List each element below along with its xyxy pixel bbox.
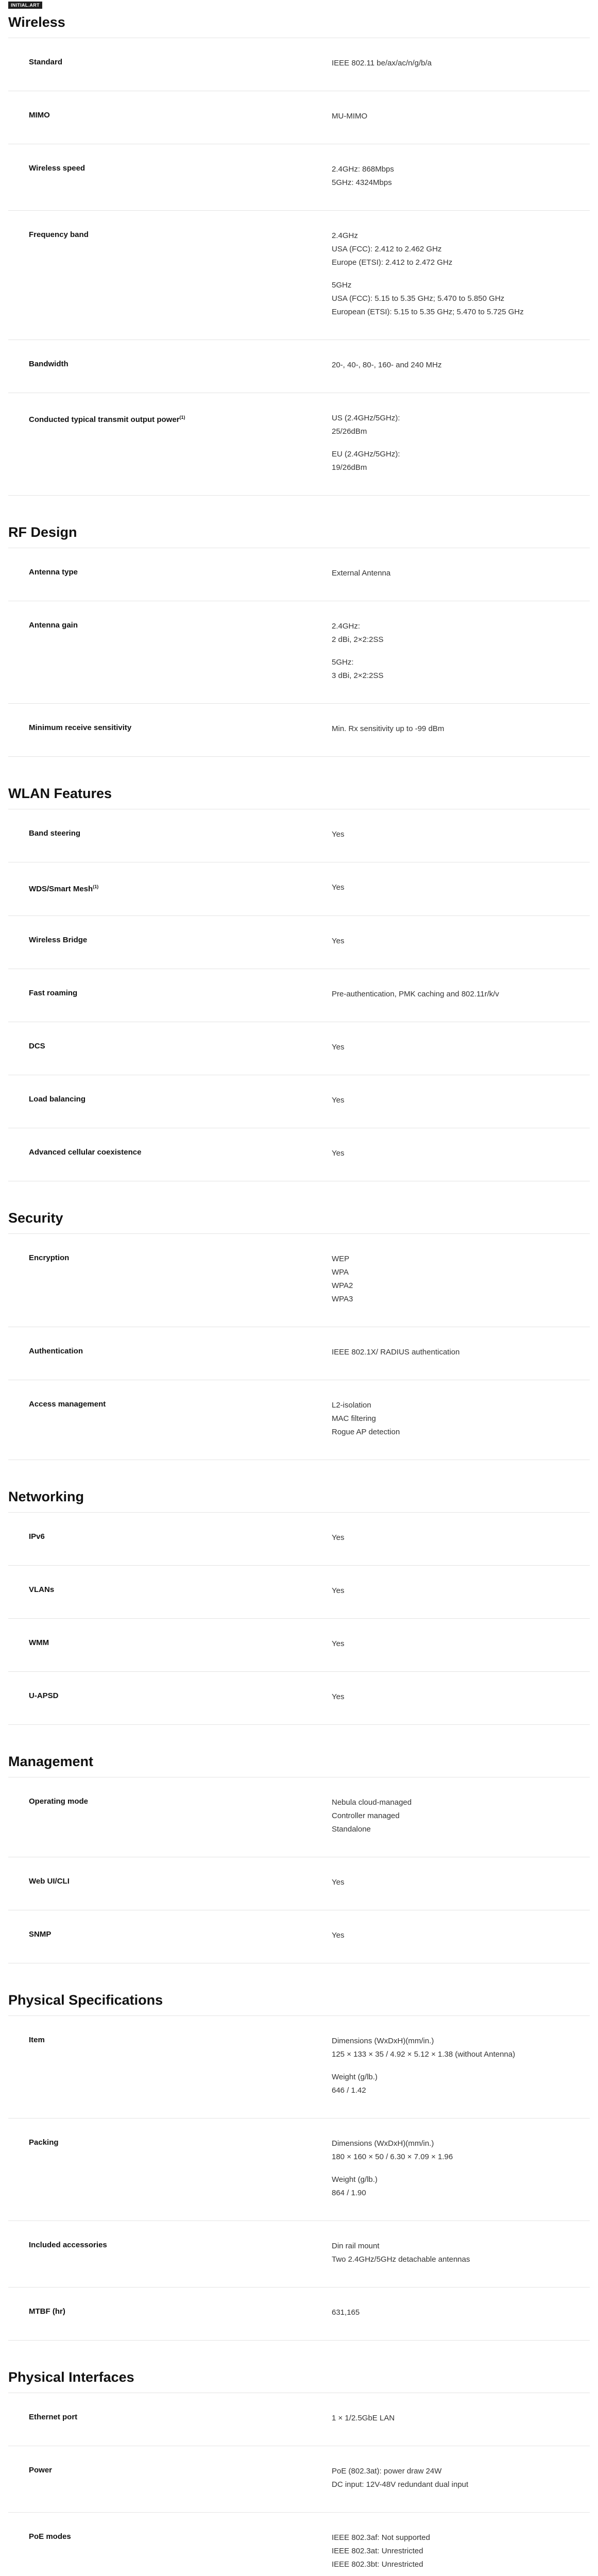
spec-label-text: MIMO: [29, 111, 50, 120]
section-title: Management: [8, 1754, 94, 1769]
spec-table: [8, 809, 590, 1181]
value-group: [332, 229, 590, 269]
section-title: Physical Specifications: [8, 1992, 163, 2008]
spec-value: IEEE 802.11 be/ax/ac/n/g/b/a: [332, 59, 432, 67]
spec-value: Rogue AP detection: [332, 1428, 400, 1436]
spec-values: [332, 2465, 590, 2492]
spec-label-text: Frequency band: [29, 230, 89, 239]
spec-value: Yes: [332, 1149, 345, 1158]
spec-value: 631,165: [332, 2308, 360, 2317]
spec-value: Controller managed: [332, 1811, 400, 1820]
spec-label: [8, 229, 332, 319]
spec-value: Yes: [332, 1533, 345, 1542]
spec-table: [8, 2393, 590, 2576]
spec-values: [332, 1147, 590, 1160]
spec-label: [8, 2035, 332, 2097]
spec-values: [332, 1690, 590, 1704]
spec-value: 25/26dBm: [332, 427, 367, 436]
spec-values: [332, 57, 590, 70]
spec-value: 2.4GHz:: [332, 622, 361, 631]
spec-table: [8, 1512, 590, 1725]
value-group: [332, 722, 590, 736]
spec-label: [8, 1399, 332, 1439]
spec-value: PoE (802.3at): power draw 24W: [332, 2467, 442, 2476]
spec-values: [332, 1876, 590, 1889]
spec-section: [0, 496, 598, 757]
spec-label-text: Wireless Bridge: [29, 936, 88, 944]
spec-row: [8, 548, 590, 601]
spec-values: [332, 1041, 590, 1054]
spec-values: [332, 2035, 590, 2097]
section-title: WLAN Features: [8, 786, 112, 801]
spec-values: [332, 881, 590, 895]
spec-label-text: WDS/Smart Mesh: [29, 885, 93, 893]
spec-row: [8, 2513, 590, 2576]
spec-label: [8, 57, 332, 70]
value-group: [332, 412, 590, 438]
value-group: [332, 567, 590, 580]
spec-values: [332, 567, 590, 580]
spec-label: [8, 412, 332, 474]
spec-row: [8, 38, 590, 91]
section-title: Wireless: [8, 14, 65, 30]
spec-label-text: Fast roaming: [29, 989, 78, 997]
spec-value: European (ETSI): 5.15 to 5.35 GHz; 5.470 to 5.725 GHz: [332, 308, 524, 316]
spec-label-text: Web UI/CLI: [29, 1877, 70, 1886]
spec-section: [0, 757, 598, 1181]
spec-row: [8, 1327, 590, 1380]
spec-label-text: VLANs: [29, 1585, 55, 1594]
spec-value: Weight (g/lb.): [332, 2073, 378, 2081]
spec-row: [8, 2016, 590, 2119]
spec-value: WPA3: [332, 1295, 353, 1303]
value-group: [332, 2240, 590, 2266]
spec-row: [8, 969, 590, 1022]
spec-value: 1 × 1/2.5GbE LAN: [332, 2414, 395, 2422]
spec-values: [332, 2412, 590, 2425]
spec-values: [332, 935, 590, 948]
spec-label: [8, 2465, 332, 2492]
spec-label: [8, 2137, 332, 2200]
spec-values: [332, 1796, 590, 1836]
spec-values: [332, 110, 590, 123]
spec-row: [8, 1380, 590, 1460]
spec-label-text: Packing: [29, 2138, 59, 2147]
spec-label: [8, 2531, 332, 2571]
spec-row: [8, 1566, 590, 1619]
value-group: [332, 1690, 590, 1704]
spec-section: [0, 1181, 598, 1460]
value-group: [332, 1399, 590, 1439]
spec-section: [0, 1460, 598, 1725]
spec-values: [332, 1094, 590, 1107]
spec-section: [0, 1963, 598, 2341]
value-group: [332, 988, 590, 1001]
spec-label-text: Standard: [29, 58, 63, 66]
spec-value: 5GHz: [332, 281, 352, 290]
spec-label-text: Access management: [29, 1400, 106, 1409]
spec-value: 2.4GHz: 868Mbps: [332, 165, 394, 174]
spec-value: Dimensions (WxDxH)(mm/in.): [332, 2139, 434, 2148]
spec-label-text: Included accessories: [29, 2241, 107, 2249]
spec-value: IEEE 802.3af: Not supported: [332, 2533, 430, 2542]
spec-value: 20-, 40-, 80-, 160- and 240 MHz: [332, 361, 442, 369]
spec-label-text: DCS: [29, 1042, 45, 1050]
spec-value: DC input: 12V-48V redundant dual input: [332, 2480, 469, 2489]
spec-row: [8, 1075, 590, 1128]
spec-label-text: Authentication: [29, 1347, 83, 1355]
spec-label-text: WMM: [29, 1638, 49, 1647]
value-group: [332, 1147, 590, 1160]
spec-table: [8, 38, 590, 496]
spec-values: [332, 1346, 590, 1359]
spec-value: Yes: [332, 1043, 345, 1052]
spec-row: [8, 1672, 590, 1725]
spec-row: [8, 601, 590, 704]
spec-label: [8, 1147, 332, 1160]
value-group: [332, 2531, 590, 2571]
spec-value: Yes: [332, 1878, 345, 1887]
spec-value: 5GHz: 4324Mbps: [332, 178, 392, 187]
spec-value: 180 × 160 × 50 / 6.30 × 7.09 × 1.96: [332, 2153, 453, 2161]
spec-value: Weight (g/lb.): [332, 2175, 378, 2184]
spec-label-text: Band steering: [29, 829, 81, 838]
spec-row: [8, 1128, 590, 1181]
spec-row: [8, 1022, 590, 1075]
spec-label-text: Load balancing: [29, 1095, 86, 1104]
spec-value: Nebula cloud-managed: [332, 1798, 412, 1807]
spec-values: [332, 620, 590, 683]
value-group: [332, 1584, 590, 1598]
spec-values: [332, 359, 590, 372]
spec-label-text: Encryption: [29, 1253, 70, 1262]
spec-label-text: PoE modes: [29, 2532, 71, 2541]
value-group: [332, 1252, 590, 1306]
spec-values: [332, 988, 590, 1001]
value-group: [332, 1346, 590, 1359]
section-title: RF Design: [8, 524, 77, 540]
spec-value: Yes: [332, 1639, 345, 1648]
footnote-marker: (1): [179, 415, 185, 420]
spec-value: 125 × 133 × 35 / 4.92 × 5.12 × 1.38 (without Antenna): [332, 2050, 516, 2059]
footnote-marker: (1): [93, 884, 99, 889]
spec-value: WPA: [332, 1268, 349, 1277]
value-group: [332, 2306, 590, 2319]
spec-label-text: Advanced cellular coexistence: [29, 1148, 142, 1157]
value-group: [332, 359, 590, 372]
spec-row: [8, 916, 590, 969]
spec-values: [332, 412, 590, 474]
spec-sections: [0, 9, 598, 2576]
value-group: [332, 1929, 590, 1942]
value-group: [332, 57, 590, 70]
spec-label: [8, 1690, 332, 1704]
spec-value: Yes: [332, 883, 345, 892]
spec-row: [8, 1857, 590, 1910]
spec-value: US (2.4GHz/5GHz):: [332, 414, 400, 422]
spec-label: [8, 935, 332, 948]
spec-label-text: Antenna type: [29, 568, 78, 577]
spec-value: Standalone: [332, 1825, 371, 1834]
spec-row: [8, 144, 590, 211]
value-group: [332, 2137, 590, 2164]
spec-values: [332, 163, 590, 190]
spec-value: Din rail mount: [332, 2242, 380, 2250]
value-group: [332, 881, 590, 894]
value-group: [332, 1876, 590, 1889]
spec-value: Pre-authentication, PMK caching and 802.11r/k/v: [332, 990, 499, 998]
spec-values: [332, 722, 590, 736]
value-group: [332, 2035, 590, 2061]
spec-table: [8, 1777, 590, 1963]
spec-row: [8, 393, 590, 496]
spec-row: [8, 2119, 590, 2221]
spec-value: USA (FCC): 5.15 to 5.35 GHz; 5.470 to 5.850 GHz: [332, 294, 505, 303]
spec-section: [0, 1725, 598, 1963]
spec-label: [8, 988, 332, 1001]
value-group: [332, 1531, 590, 1545]
spec-value: External Antenna: [332, 569, 391, 578]
spec-table: [8, 548, 590, 757]
spec-value: WEP: [332, 1255, 350, 1263]
spec-values: [332, 1584, 590, 1598]
section-title: Security: [8, 1210, 63, 1226]
value-group: [332, 1041, 590, 1054]
spec-label: [8, 1346, 332, 1359]
spec-row: [8, 1910, 590, 1963]
spec-row: [8, 2287, 590, 2341]
spec-value: L2-isolation: [332, 1401, 371, 1410]
spec-label-text: SNMP: [29, 1930, 52, 1939]
spec-label-text: Conducted typical transmit output power: [29, 415, 180, 424]
spec-value: EU (2.4GHz/5GHz):: [332, 450, 400, 459]
spec-label: [8, 567, 332, 580]
value-group: [332, 828, 590, 841]
spec-label: [8, 620, 332, 683]
spec-value: Dimensions (WxDxH)(mm/in.): [332, 2037, 434, 2045]
spec-value: IEEE 802.1X/ RADIUS authentication: [332, 1348, 460, 1357]
spec-row: [8, 91, 590, 144]
spec-values: [332, 2531, 590, 2571]
value-group: [332, 2465, 590, 2492]
spec-label-text: Minimum receive sensitivity: [29, 723, 132, 732]
value-group: [332, 2071, 590, 2097]
value-group: [332, 279, 590, 319]
spec-value: Yes: [332, 830, 345, 839]
spec-row: [8, 2446, 590, 2513]
value-group: [332, 2412, 590, 2425]
spec-value: Yes: [332, 1096, 345, 1105]
spec-label-text: IPv6: [29, 1532, 45, 1541]
spec-values: [332, 1252, 590, 1306]
spec-row: [8, 340, 590, 393]
spec-row: [8, 1777, 590, 1857]
spec-section: [0, 9, 598, 496]
value-group: [332, 448, 590, 474]
spec-value: Europe (ETSI): 2.412 to 2.472 GHz: [332, 258, 453, 267]
spec-label: [8, 2240, 332, 2266]
spec-label-text: Bandwidth: [29, 360, 69, 368]
spec-values: [332, 2306, 590, 2319]
spec-value: MAC filtering: [332, 1414, 376, 1423]
spec-label-text: Item: [29, 2036, 45, 2044]
spec-value: 646 / 1.42: [332, 2086, 366, 2095]
spec-values: [332, 1929, 590, 1942]
spec-value: 19/26dBm: [332, 463, 367, 472]
spec-label: [8, 722, 332, 736]
spec-label: [8, 1637, 332, 1651]
value-group: [332, 620, 590, 647]
spec-row: [8, 2221, 590, 2287]
spec-value: 2 dBi, 2×2:2SS: [332, 635, 384, 644]
spec-label-text: Antenna gain: [29, 621, 78, 630]
spec-value: MU-MIMO: [332, 112, 368, 121]
spec-label: [8, 1796, 332, 1836]
top-badge: INITIAL.ART: [8, 2, 42, 9]
spec-label: [8, 1041, 332, 1054]
spec-value: Yes: [332, 1586, 345, 1595]
spec-value: Yes: [332, 1692, 345, 1701]
value-group: [332, 2173, 590, 2200]
value-group: [332, 1637, 590, 1651]
spec-values: [332, 2240, 590, 2266]
value-group: [332, 1796, 590, 1836]
spec-label: [8, 2412, 332, 2425]
value-group: [332, 163, 590, 190]
spec-label: [8, 2306, 332, 2319]
spec-label: [8, 110, 332, 123]
spec-row: [8, 1513, 590, 1566]
spec-row: [8, 211, 590, 340]
spec-value: Min. Rx sensitivity up to -99 dBm: [332, 724, 445, 733]
spec-section: [0, 2341, 598, 2576]
spec-label: [8, 881, 332, 895]
spec-value: Yes: [332, 1931, 345, 1940]
spec-label: [8, 1929, 332, 1942]
spec-row: [8, 1234, 590, 1327]
spec-values: [332, 229, 590, 319]
spec-label: [8, 828, 332, 841]
spec-value: IEEE 802.3at: Unrestricted: [332, 2547, 423, 2555]
spec-label-text: MTBF (hr): [29, 2307, 65, 2316]
spec-value: 864 / 1.90: [332, 2189, 366, 2197]
spec-label: [8, 1094, 332, 1107]
section-title: Networking: [8, 1489, 84, 1504]
spec-label-text: Ethernet port: [29, 2413, 78, 2421]
value-group: [332, 935, 590, 948]
spec-label: [8, 1531, 332, 1545]
spec-value: Yes: [332, 937, 345, 945]
spec-value: 2.4GHz: [332, 231, 358, 240]
value-group: [332, 1094, 590, 1107]
spec-label: [8, 1584, 332, 1598]
spec-label-text: Operating mode: [29, 1797, 89, 1806]
spec-label: [8, 1876, 332, 1889]
spec-label: [8, 1252, 332, 1306]
spec-label-text: U-APSD: [29, 1691, 59, 1700]
spec-values: [332, 2137, 590, 2200]
spec-label-text: Wireless speed: [29, 164, 86, 173]
spec-value: Two 2.4GHz/5GHz detachable antennas: [332, 2255, 470, 2264]
spec-row: [8, 2393, 590, 2446]
spec-values: [332, 828, 590, 841]
spec-value: IEEE 802.3bt: Unrestricted: [332, 2560, 423, 2569]
section-title: Physical Interfaces: [8, 2369, 134, 2385]
spec-value: 3 dBi, 2×2:2SS: [332, 671, 384, 680]
spec-row: [8, 809, 590, 862]
spec-row: [8, 862, 590, 916]
value-group: [332, 110, 590, 123]
spec-label: [8, 359, 332, 372]
spec-row: [8, 1619, 590, 1672]
spec-values: [332, 1399, 590, 1439]
spec-row: [8, 704, 590, 757]
spec-value: USA (FCC): 2.412 to 2.462 GHz: [332, 245, 442, 253]
spec-label: [8, 163, 332, 190]
spec-value: WPA2: [332, 1281, 353, 1290]
spec-values: [332, 1531, 590, 1545]
spec-table: [8, 1233, 590, 1460]
value-group: [332, 656, 590, 683]
spec-value: 5GHz:: [332, 658, 354, 667]
spec-values: [332, 1637, 590, 1651]
spec-table: [8, 2015, 590, 2341]
spec-label-text: Power: [29, 2466, 53, 2475]
